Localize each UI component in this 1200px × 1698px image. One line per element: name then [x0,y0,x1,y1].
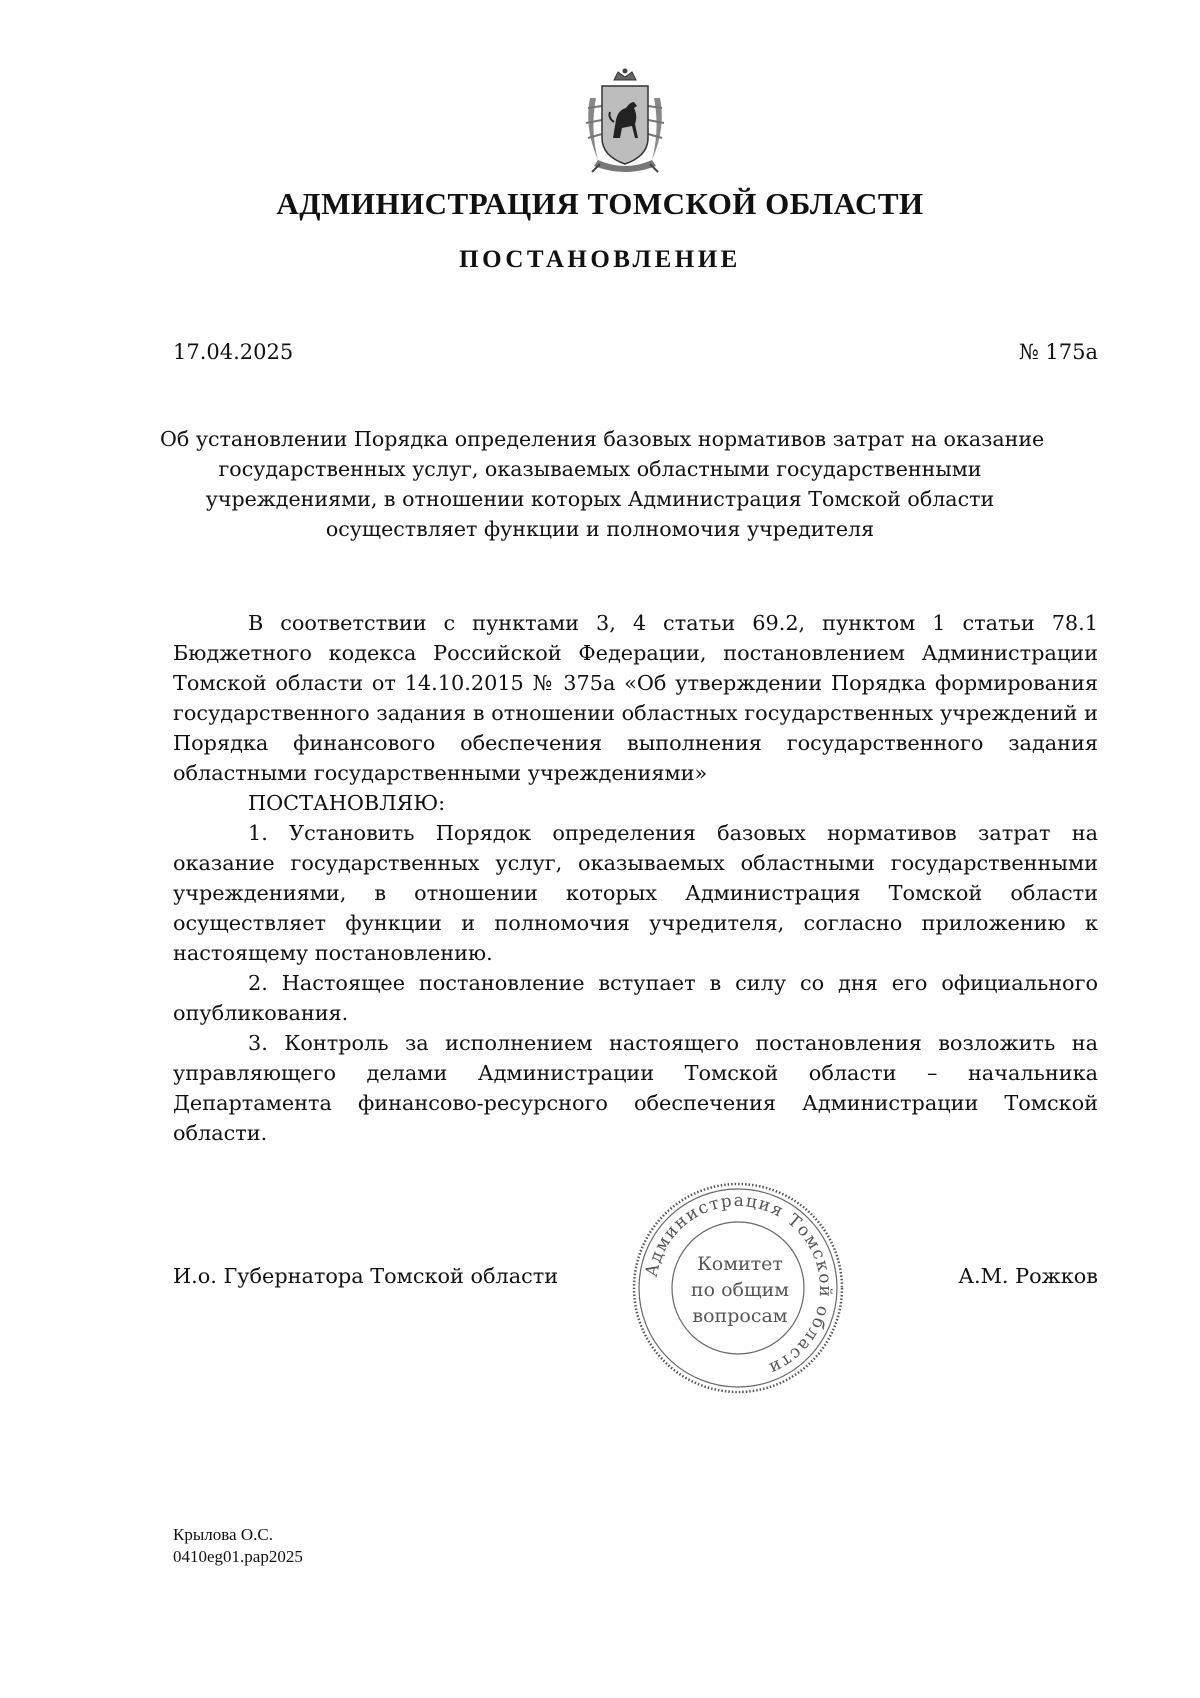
executor-name: Крылова О.С. [173,1525,273,1544]
coat-of-arms-emblem [580,68,670,178]
subject-line: Об установлении Порядка определения базовых нормативов затрат на оказание [160,427,1045,451]
resolve-heading: ПОСТАНОВЛЯЮ: [248,791,446,815]
preamble-paragraph: В соответствии с пунктами 3, 4 статьи 69.2, пунктом 1 статьи 78.1 Бюджетного кодекса Российской Федерации, постановлением Администрации Томской области от 14.10.2015 № 375а «Об утверждении Порядка формирования государственного задания в отношении областных государственных учреждений и Порядка финансового обеспечения выполнения государственного задания областными государственными учреждениями» [173,611,1098,785]
organization-title: АДМИНИСТРАЦИЯ ТОМСКОЙ ОБЛАСТИ [276,186,924,221]
stamp-center-line: вопросам [692,1305,788,1327]
footer-info [173,1524,303,1568]
document-body [173,608,1098,1148]
official-stamp [628,1178,848,1398]
document-type-heading: ПОСТАНОВЛЕНИЕ [459,246,741,273]
signatory-name: А.М. Рожков [958,1264,1098,1288]
subject-line: учреждениями, в отношении которых Администрация Томской области [205,487,995,511]
file-code: 0410eg01.pap2025 [173,1547,303,1566]
resolution-item: 1. Установить Порядок определения базовых нормативов затрат на оказание государственных услуг, оказываемых областными государственными учреждениями, в отношении которых Администрация Томской области осуществляет функции и полномочия учредителя, согласно приложению к настоящему постановлению. [173,821,1098,965]
subject-line: осуществляет функции и полномочия учредителя [325,517,875,541]
document-number: № 175а [1018,340,1098,364]
subject-line: государственных услуг, оказываемых областными государственными [218,457,982,481]
document-subject [160,424,1045,544]
stamp-center-line: по общим [690,1279,790,1301]
resolution-item: 2. Настоящее постановление вступает в силу со дня его официального опубликования. [173,971,1098,1025]
stamp-center-line: Комитет [697,1253,783,1275]
resolution-item: 3. Контроль за исполнением настоящего постановления возложить на управляющего делами Администрации Томской области – начальника Департамента финансово-ресурсного обеспечения Администрации Томской области. [173,1031,1098,1145]
stamp-ring-text: Администрация Томской области [641,1190,836,1379]
document-date: 17.04.2025 [173,340,294,364]
signatory-position: И.о. Губернатора Томской области [173,1264,559,1288]
